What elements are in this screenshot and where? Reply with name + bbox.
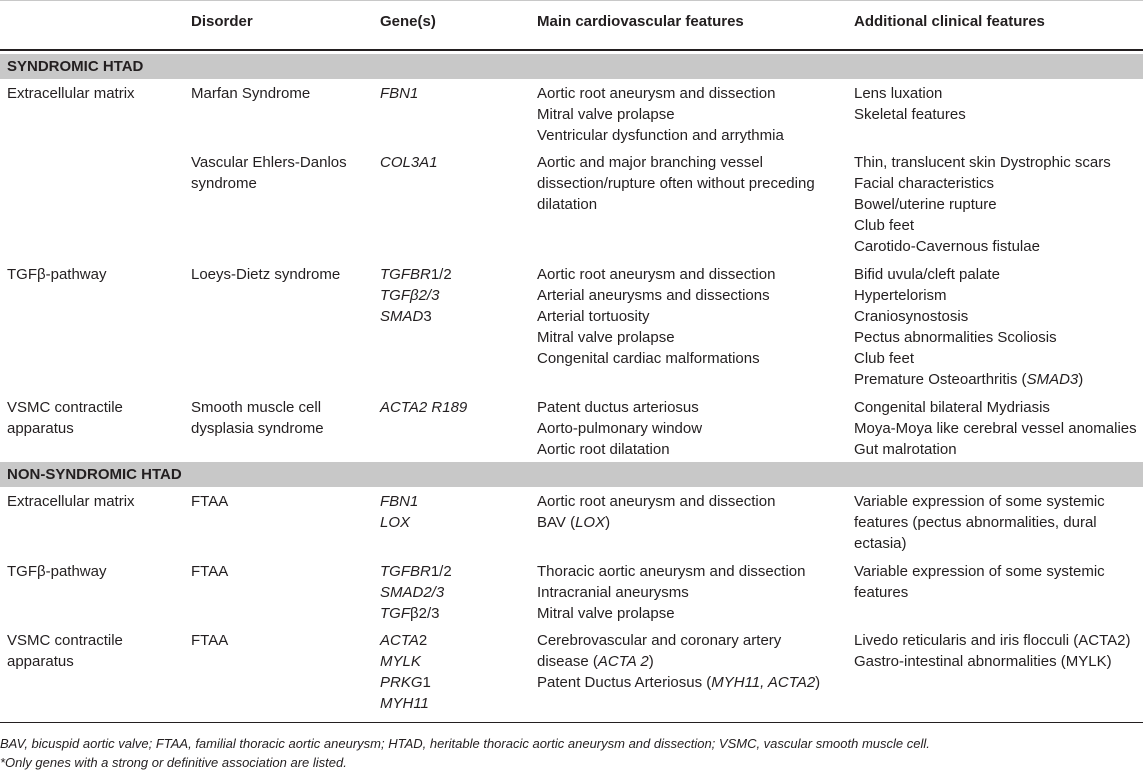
row0-clinical-line: Skeletal features — [854, 106, 966, 123]
row4-category-line: Extracellular matrix — [7, 493, 135, 510]
row6-cardio — [537, 630, 820, 693]
row0-category — [7, 83, 135, 104]
row2-cardio-line: Aortic root aneurysm and dissection — [537, 266, 776, 283]
row0-clinical-line: Lens luxation — [854, 85, 943, 102]
row2-genes — [380, 264, 452, 327]
row4-disorder — [191, 491, 228, 512]
pda-close: ) — [815, 674, 821, 691]
gene-smad — [380, 306, 452, 327]
row1-clinical-line: Bowel/uterine rupture — [854, 196, 997, 213]
row3-clinical — [854, 397, 1137, 460]
row5-cardio-line: Mitral valve prolapse — [537, 605, 675, 622]
table-header-row — [0, 0, 1143, 48]
row5-clinical-line: Variable expression of some systemic — [854, 563, 1105, 580]
section-non-syndromic-label: NON-SYNDROMIC HTAD — [7, 466, 182, 483]
row6-cardio-line: Cerebrovascular and coronary artery — [537, 632, 782, 649]
row4-clinical-line: features (pectus abnormalities, dural — [854, 514, 1097, 531]
row1-disorder — [191, 152, 347, 194]
bottom-rule — [0, 722, 1143, 723]
gene-tgfbr-italic: TGFBR — [380, 563, 431, 580]
row4-cardio-line: Aortic root aneurysm and dissection — [537, 493, 776, 510]
row6-clinical-line: Gastro-intestinal abnormalities (MYLK) — [854, 653, 1112, 670]
row4-cardio-bav — [537, 512, 775, 533]
cad-close: ) — [648, 653, 654, 670]
row6-cardio-cad — [537, 651, 820, 672]
header-clinical: Additional clinical features — [854, 13, 1045, 30]
cad-gene: ACTA 2 — [597, 653, 649, 670]
gene-acta2-italic: ACTA — [380, 632, 419, 649]
header-genes: Gene(s) — [380, 13, 436, 30]
gene-smad23: SMAD2/3 — [380, 584, 445, 601]
gene-smad-suffix: 3 — [423, 308, 432, 325]
section-syndromic-label: SYNDROMIC HTAD — [7, 58, 144, 75]
row2-cardio-line: Arterial tortuosity — [537, 308, 650, 325]
osteo-close: ) — [1078, 371, 1084, 388]
row1-clinical-line: Thin, translucent skin Dystrophic scars — [854, 154, 1111, 171]
row2-clinical-line: Pectus abnormalities Scoliosis — [854, 329, 1057, 346]
row1-genes — [380, 152, 438, 173]
row3-clinical-line: Moya-Moya like cerebral vessel anomalies — [854, 420, 1137, 437]
row2-disorder-line: Loeys-Dietz syndrome — [191, 266, 341, 283]
row4-clinical — [854, 491, 1105, 554]
gene-lox: LOX — [380, 514, 411, 531]
row2-clinical-line: Club feet — [854, 350, 915, 367]
row6-cardio-pda — [537, 672, 820, 693]
row6-category-line: VSMC contractile — [7, 632, 123, 649]
row3-disorder — [191, 397, 324, 439]
header-disorder: Disorder — [191, 13, 253, 30]
gene-acta2 — [380, 630, 431, 651]
row3-cardio-line: Aorto-pulmonary window — [537, 420, 703, 437]
row2-category — [7, 264, 107, 285]
row6-category-line: apparatus — [7, 653, 74, 670]
row6-disorder-line: FTAA — [191, 632, 229, 649]
row1-clinical-line: Facial characteristics — [854, 175, 995, 192]
row4-genes — [380, 491, 418, 533]
pda-gene: MYH11, ACTA2 — [711, 674, 816, 691]
gene-tgfbr-italic: TGFBR — [380, 266, 431, 283]
gene-myh11: MYH11 — [380, 695, 429, 712]
row0-clinical — [854, 83, 966, 125]
row3-category-line: apparatus — [7, 420, 74, 437]
bav-gene: LOX — [575, 514, 606, 531]
bav-close: ) — [605, 514, 611, 531]
row2-clinical-osteo — [854, 369, 1083, 390]
row2-clinical-line: Craniosynostosis — [854, 308, 969, 325]
row5-cardio — [537, 561, 805, 624]
gene-acta2-r189: ACTA2 R189 — [380, 399, 468, 416]
row5-disorder-line: FTAA — [191, 563, 229, 580]
row3-clinical-line: Gut malrotation — [854, 441, 957, 458]
gene-col3a1: COL3A1 — [380, 154, 438, 171]
row5-genes — [380, 561, 452, 624]
row4-clinical-line: ectasia) — [854, 535, 907, 552]
row2-cardio — [537, 264, 775, 369]
row0-category-line: Extracellular matrix — [7, 85, 135, 102]
row5-cardio-line: Intracranial aneurysms — [537, 584, 689, 601]
cad-text: disease ( — [537, 653, 598, 670]
row0-genes — [380, 83, 418, 104]
row1-clinical — [854, 152, 1111, 257]
row0-cardio-line: Aortic root aneurysm and dissection — [537, 85, 776, 102]
row0-disorder-line: Marfan Syndrome — [191, 85, 311, 102]
gene-fbn1: FBN1 — [380, 85, 419, 102]
row1-cardio-line: dilatation — [537, 196, 598, 213]
row0-disorder — [191, 83, 310, 104]
row3-cardio-line: Aortic root dilatation — [537, 441, 670, 458]
row2-cardio-line: Mitral valve prolapse — [537, 329, 675, 346]
row5-category — [7, 561, 107, 582]
row6-clinical — [854, 630, 1130, 672]
gene-prkg — [380, 672, 431, 693]
row2-disorder — [191, 264, 340, 285]
gene-mylk: MYLK — [380, 653, 421, 670]
gene-tgfb — [380, 603, 452, 624]
row3-cardio — [537, 397, 702, 460]
osteo-text: Premature Osteoarthritis ( — [854, 371, 1027, 388]
gene-tgfbr-suffix: 1/2 — [430, 563, 452, 580]
row6-genes — [380, 630, 431, 714]
osteo-gene: SMAD3 — [1026, 371, 1079, 388]
row3-disorder-line: Smooth muscle cell — [191, 399, 322, 416]
row5-clinical-line: features — [854, 584, 909, 601]
row1-cardio-line: dissection/rupture often without preceding — [537, 175, 815, 192]
row0-cardio-line: Mitral valve prolapse — [537, 106, 675, 123]
gene-prkg-suffix: 1 — [422, 674, 431, 691]
row4-clinical-line: Variable expression of some systemic — [854, 493, 1105, 510]
row5-cardio-line: Thoracic aortic aneurysm and dissection — [537, 563, 806, 580]
row3-category-line: VSMC contractile — [7, 399, 123, 416]
row5-clinical — [854, 561, 1105, 603]
row4-disorder-line: FTAA — [191, 493, 229, 510]
row1-clinical-line: Carotido-Cavernous fistulae — [854, 238, 1040, 255]
row1-cardio — [537, 152, 815, 215]
pda-text: Patent Ductus Arteriosus ( — [537, 674, 712, 691]
row6-clinical-line: Livedo reticularis and iris flocculi (ACTA2) — [854, 632, 1131, 649]
row1-clinical-line: Club feet — [854, 217, 915, 234]
gene-tgfb — [380, 285, 452, 306]
row1-disorder-line: Vascular Ehlers-Danlos — [191, 154, 347, 171]
gene-acta2-suffix: 2 — [418, 632, 428, 649]
bav-text: BAV ( — [537, 514, 576, 531]
gene-tgfbr — [380, 561, 452, 582]
row1-cardio-line: Aortic and major branching vessel — [537, 154, 763, 171]
gene-tgfbr — [380, 264, 452, 285]
row5-category-line: TGFβ-pathway — [7, 563, 107, 580]
gene-tgfb-italic: TGF — [380, 605, 410, 622]
gene-smad-italic: SMAD — [380, 308, 424, 325]
gene-tgfb-suffix: 2/3 — [418, 287, 440, 304]
row6-category — [7, 630, 123, 672]
row5-disorder — [191, 561, 228, 582]
row2-cardio-line: Arterial aneurysms and dissections — [537, 287, 770, 304]
row2-clinical-line: Hypertelorism — [854, 287, 947, 304]
row3-clinical-line: Congenital bilateral Mydriasis — [854, 399, 1050, 416]
section-non-syndromic — [0, 462, 1143, 487]
section-syndromic — [0, 54, 1143, 79]
gene-fbn1: FBN1 — [380, 493, 419, 510]
row2-clinical-line: Bifid uvula/cleft palate — [854, 266, 1000, 283]
gene-tgfb-italic: TGFβ — [380, 287, 419, 304]
gene-prkg-italic: PRKG — [380, 674, 423, 691]
row3-genes — [380, 397, 467, 418]
row2-category-line: TGFβ-pathway — [7, 266, 107, 283]
footnote-abbreviations: BAV, bicuspid aortic valve; FTAA, familial thoracic aortic aneurysm; HTAD, heritable thoracic aortic aneurysm and dissection; VSMC, vascular smooth muscle cell. — [0, 736, 930, 751]
gene-tgfb-suffix: β2/3 — [410, 605, 440, 622]
footnote-genes: *Only genes with a strong or definitive association are listed. — [0, 755, 347, 770]
row0-cardio-line: Ventricular dysfunction and arrythmia — [537, 127, 784, 144]
header-rule — [0, 49, 1143, 51]
row1-disorder-line: syndrome — [191, 175, 257, 192]
gene-tgfbr-suffix: 1/2 — [430, 266, 452, 283]
row3-cardio-line: Patent ductus arteriosus — [537, 399, 699, 416]
header-cardiovascular: Main cardiovascular features — [537, 13, 744, 30]
row3-category — [7, 397, 123, 439]
row3-disorder-line: dysplasia syndrome — [191, 420, 324, 437]
row4-cardio — [537, 491, 775, 533]
row2-cardio-line: Congenital cardiac malformations — [537, 350, 760, 367]
row0-cardio — [537, 83, 784, 146]
row6-disorder — [191, 630, 228, 651]
row2-clinical — [854, 264, 1083, 390]
row4-category — [7, 491, 135, 512]
